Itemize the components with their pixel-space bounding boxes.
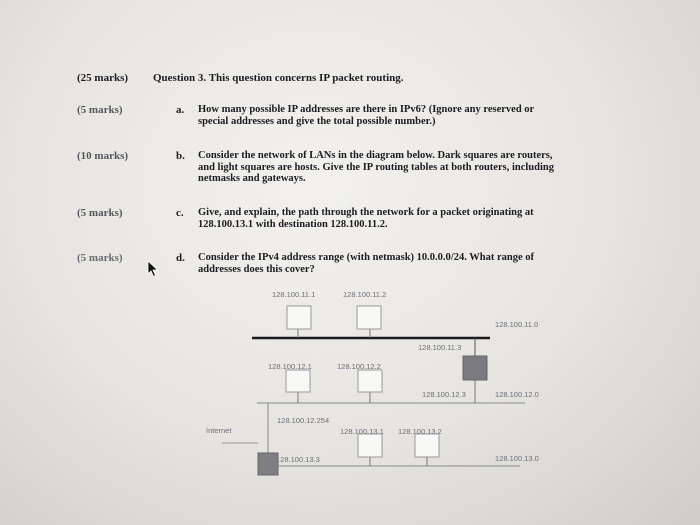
label-router-12-254: 128.100.12.254 bbox=[277, 416, 330, 425]
marks-c: (5 marks) bbox=[77, 207, 123, 219]
label-host-13-1: 128.100.13.1 bbox=[340, 427, 384, 436]
label-net-12: 128.100.12.0 bbox=[495, 390, 539, 399]
host-13-1 bbox=[358, 434, 382, 457]
question-d-line1: Consider the IPv4 address range (with netmask) 10.0.0.0/24. What range of bbox=[198, 252, 535, 263]
label-host-12-1: 128.100.12.1 bbox=[268, 362, 312, 371]
marks-d: (5 marks) bbox=[77, 252, 123, 264]
question-b-line1: Consider the network of LANs in the diagram below. Dark squares are routers, bbox=[198, 150, 553, 161]
question-a-line1: How many possible IP addresses are there in IPv6? (Ignore any reserved or bbox=[198, 104, 535, 115]
question-c-line2: 128.100.13.1 with destination 128.100.11.2. bbox=[198, 218, 388, 230]
question-d-line2: addresses does this cover? bbox=[198, 263, 315, 275]
host-13-2 bbox=[415, 434, 439, 457]
label-host-11-1: 128.100.11.1 bbox=[272, 290, 316, 299]
router-internet bbox=[258, 453, 278, 475]
marks-a: (5 marks) bbox=[77, 104, 123, 116]
question-c-line1: Give, and explain, the path through the network for a packet originating at bbox=[198, 207, 534, 218]
label-host-11-2: 128.100.11.2 bbox=[343, 290, 387, 299]
host-11-2 bbox=[357, 306, 381, 329]
letter-d: d. bbox=[176, 252, 185, 264]
host-12-1 bbox=[286, 370, 310, 392]
label-router-12-3: 128.100.12.3 bbox=[422, 390, 466, 399]
total-marks: (25 marks) bbox=[77, 72, 129, 84]
letter-c: c. bbox=[176, 207, 184, 219]
question-b-line3: netmasks and gateways. bbox=[198, 173, 306, 184]
label-router-13-3: 128.100.13.3 bbox=[276, 455, 320, 464]
label-net-13: 128.100.13.0 bbox=[495, 454, 539, 463]
router-11-12 bbox=[463, 356, 487, 380]
letter-a: a. bbox=[176, 104, 185, 116]
host-12-2 bbox=[358, 370, 382, 392]
question-title: Question 3. This question concerns IP packet routing. bbox=[153, 72, 404, 84]
label-internet: Internet bbox=[206, 426, 232, 435]
host-11-1 bbox=[287, 306, 311, 329]
question-b-line2: and light squares are hosts. Give the IP routing tables at both routers, including bbox=[198, 161, 554, 173]
letter-b: b. bbox=[176, 150, 185, 162]
label-host-12-2: 128.100.12.2 bbox=[337, 362, 381, 371]
label-host-13-2: 128.100.13.2 bbox=[398, 427, 442, 436]
label-net-11: 128.100.11.0 bbox=[495, 320, 539, 329]
label-router-11-3: 128.100.11.3 bbox=[418, 343, 462, 352]
marks-b: (10 marks) bbox=[77, 150, 129, 162]
question-a-line2: special addresses and give the total possible number.) bbox=[198, 115, 436, 127]
